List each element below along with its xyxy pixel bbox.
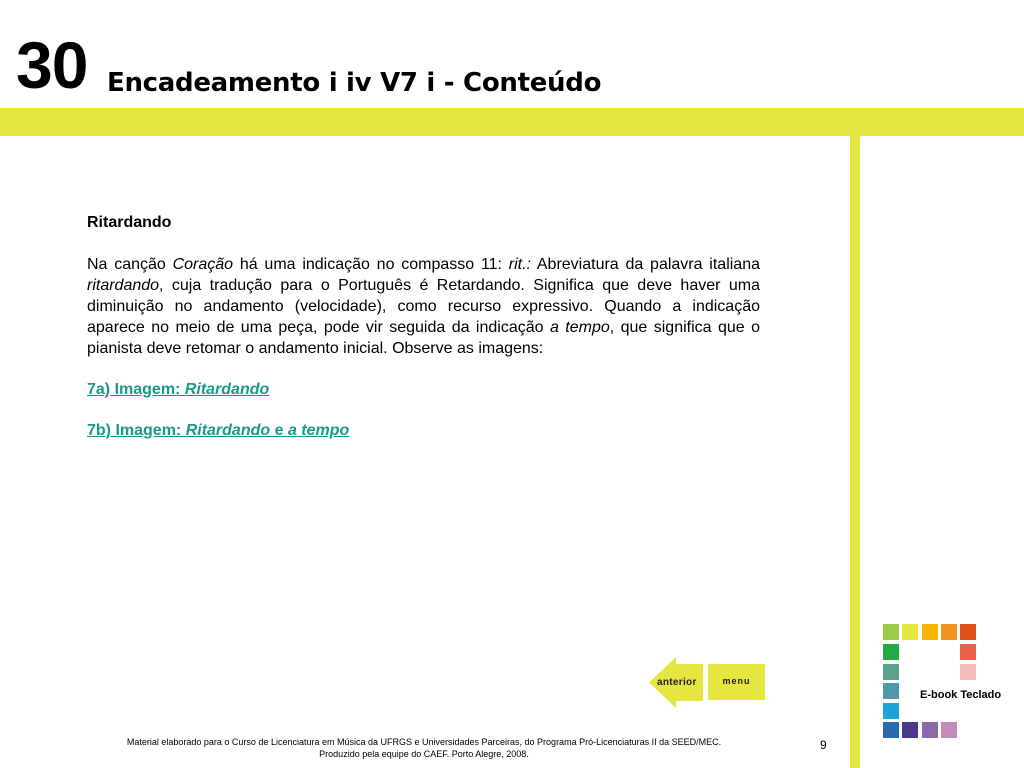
link-label: 7b) Imagem: bbox=[87, 422, 186, 439]
song-name: Coração bbox=[172, 256, 234, 273]
section-heading: Ritardando bbox=[87, 214, 172, 231]
logo-square bbox=[941, 722, 957, 738]
body-paragraph bbox=[87, 254, 760, 359]
text: , cuja tradução para o Português é Retardando. Significa que deve haver uma diminuição no andamento (velocidade), como recurso expressivo. Quando a indicação aparece no meio de uma peça, pode vir seguida da indicação bbox=[87, 277, 760, 336]
logo-square bbox=[902, 624, 918, 640]
text: , que significa que o pianista deve retomar o andamento inicial. Observe as imagens: bbox=[87, 319, 761, 357]
logo-square bbox=[883, 703, 899, 719]
sidebar-divider bbox=[850, 136, 860, 768]
footer-line: Produzido pela equipe do CAEF. Porto Alegre, 2008. bbox=[319, 749, 529, 759]
logo-square bbox=[883, 644, 899, 660]
link-italic: Ritardando bbox=[185, 422, 271, 439]
image-link-7b[interactable] bbox=[87, 422, 349, 439]
logo-square bbox=[883, 683, 899, 699]
header bbox=[0, 0, 1024, 108]
header-band bbox=[0, 108, 1024, 136]
logo-label: E-book Teclado bbox=[920, 689, 1002, 701]
page-title: Encadeamento i iv V7 i - Conteúdo bbox=[107, 68, 602, 98]
lesson-number: 30 bbox=[16, 28, 88, 102]
logo-square bbox=[902, 722, 918, 738]
logo-square bbox=[883, 624, 899, 640]
image-link-7a[interactable] bbox=[87, 381, 269, 398]
previous-button[interactable] bbox=[649, 657, 703, 708]
text: há uma indicação no compasso 11: bbox=[233, 256, 509, 273]
link-label: 7a) Imagem: bbox=[87, 381, 185, 398]
link-label: e bbox=[270, 422, 288, 439]
logo-square bbox=[960, 664, 976, 680]
logo-square bbox=[922, 624, 938, 640]
a-tempo-term: a tempo bbox=[549, 319, 610, 336]
link-italic: a tempo bbox=[287, 422, 350, 439]
logo-square bbox=[960, 644, 976, 660]
text: Abreviatura da palavra italiana bbox=[531, 256, 760, 273]
footer bbox=[90, 736, 758, 760]
logo-square bbox=[922, 722, 938, 738]
menu-button[interactable] bbox=[708, 664, 765, 700]
main-content bbox=[87, 212, 760, 461]
footer-line: Material elaborado para o Curso de Licenciatura em Música da UFRGS e Universidades Parceiras, do Programa Pró-Licenciaturas II da SEED/MEC. bbox=[126, 737, 722, 747]
ritardando-term: ritardando bbox=[87, 277, 160, 294]
logo-square bbox=[883, 664, 899, 680]
page-number: 9 bbox=[820, 738, 827, 752]
previous-label: anterior bbox=[657, 677, 697, 688]
menu-label: menu bbox=[722, 676, 751, 686]
text: Na canção bbox=[87, 256, 173, 273]
logo-square bbox=[941, 624, 957, 640]
ebook-logo bbox=[883, 624, 1023, 740]
logo-square bbox=[960, 624, 976, 640]
link-italic: Ritardando bbox=[184, 381, 270, 398]
rit-term: rit.: bbox=[508, 256, 531, 273]
logo-square bbox=[883, 722, 899, 738]
